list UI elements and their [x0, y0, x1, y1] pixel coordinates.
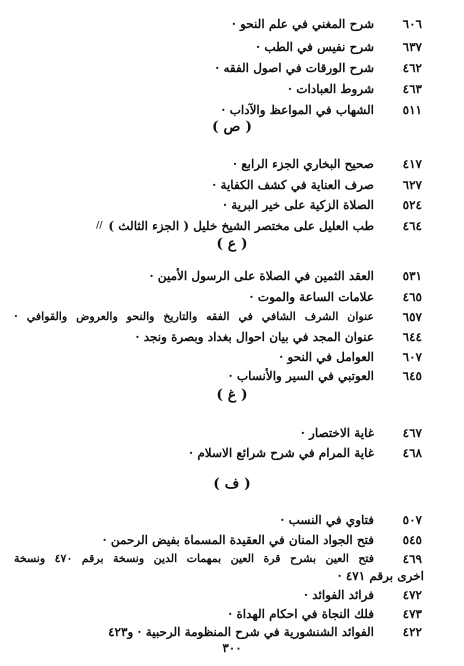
entry-number: ٤٧٣ [402, 607, 422, 621]
entry-title: عنوان المجد في بيان احوال بغداد وبصرة ونجد · [135, 330, 374, 344]
entry-number: ٤٦٨ [402, 446, 422, 460]
index-entry [0, 423, 464, 443]
entry-number: ٥١١ [402, 103, 422, 117]
entry-title: طب العليل على مختصر الشيخ خليل ( الجزء الثالث ) [108, 219, 374, 233]
section-heading-sad: ( ص ) [212, 119, 252, 135]
index-entry [0, 14, 464, 34]
entry-title: الصلاة الزكية على خير البرية · [222, 198, 374, 212]
entry-number: ٤٦٩ [402, 552, 422, 566]
entry-number: ٦٥٧ [402, 310, 422, 324]
entry-title: شرح المغني في علم النحو · [231, 17, 374, 31]
entry-title: شروط العبادات · [287, 82, 374, 96]
index-entry [0, 585, 464, 605]
entry-number: ٥٢٤ [402, 198, 422, 212]
index-entry [0, 622, 464, 642]
entry-number: ٥٠٧ [402, 513, 422, 527]
margin-mark: // [96, 221, 103, 231]
index-entry [0, 216, 464, 236]
entry-title: الشهاب في المواعظ والآداب · [221, 103, 374, 117]
entry-title: الفوائد الشنشورية في شرح المنظومة الرحبية · و٤٢٣ [108, 625, 374, 639]
entry-number: ٤١٧ [402, 157, 422, 171]
entry-title: فرائد الفوائد · [303, 588, 374, 602]
entry-title: فتاوي في النسب · [280, 513, 374, 527]
page-number: ٣٠٠ [222, 641, 242, 655]
entry-title: علامات الساعة والموت · [249, 290, 374, 304]
entry-number: ٦٤٥ [402, 369, 422, 383]
entry-title: فلك النجاة في احكام الهداة · [228, 607, 374, 621]
entry-number: ٦٠٧ [402, 350, 422, 364]
entry-title: عنوان الشرف الشافي في الفقه والتاريخ والنحو والعروض والقوافي · [14, 310, 374, 323]
index-entry [0, 347, 464, 367]
index-entry [0, 366, 464, 386]
index-entry [0, 604, 464, 624]
entry-number: ٤٧٢ [402, 588, 422, 602]
entry-title: صحيح البخاري الجزء الرابع · [232, 157, 374, 171]
index-entry [0, 195, 464, 215]
entry-number: ٥٣١ [402, 269, 422, 283]
index-entry [0, 79, 464, 99]
entry-number: ٦٤٤ [402, 330, 422, 344]
entry-number: ٤٦٢ [402, 61, 422, 75]
entry-title: العقد الثمين في الصلاة على الرسول الأمين · [149, 269, 374, 283]
index-entry [0, 266, 464, 286]
index-entry [0, 443, 464, 463]
index-entry [0, 510, 464, 530]
index-entry [0, 154, 464, 174]
index-entry [0, 530, 464, 550]
index-entry-continuation [0, 566, 464, 586]
section-heading-fa: ( ف ) [213, 476, 251, 492]
entry-title: شرح الورقات في اصول الفقه · [215, 61, 374, 75]
entry-number: ٤٦٥ [402, 290, 422, 304]
index-entry [0, 37, 464, 57]
entry-number: ٦٣٧ [402, 40, 422, 54]
entry-number: ٥٤٥ [402, 533, 422, 547]
entry-title: العوتبي في السير والأنساب · [228, 369, 374, 383]
entry-number: ٦٢٧ [402, 178, 422, 192]
entry-title: فتح الجواد المنان في العقيدة المسماة بفيض الرحمن · [102, 533, 374, 547]
entry-number: ٦٠٦ [402, 17, 422, 31]
entry-number: ٤٦٤ [402, 219, 422, 233]
entry-number: ٤٢٢ [402, 625, 422, 639]
index-entry [0, 287, 464, 307]
entry-title: العوامل في النحو · [279, 350, 374, 364]
section-heading-ayn: ( ع ) [216, 236, 248, 252]
index-entry [0, 175, 464, 195]
entry-number: ٤٦٣ [402, 82, 422, 96]
entry-title: غاية المرام في شرح شرائع الاسلام · [189, 446, 374, 460]
entry-title: صرف العناية في كشف الكفاية · [212, 178, 374, 192]
entry-title: فتح العين بشرح قرة العين بمهمات الدين ونسخة برقم ٤٧٠ ونسخة [14, 552, 374, 565]
section-heading-ghayn: ( غ ) [216, 387, 248, 403]
index-entry [0, 307, 464, 327]
entry-title: شرح نفيس في الطب · [256, 40, 374, 54]
index-entry [0, 100, 464, 120]
entry-title: غاية الاختصار · [300, 426, 374, 440]
index-entry [0, 327, 464, 347]
entry-number: ٤٦٧ [402, 426, 422, 440]
index-entry [0, 58, 464, 78]
entry-title: اخرى برقم ٤٧١ · [337, 569, 424, 583]
